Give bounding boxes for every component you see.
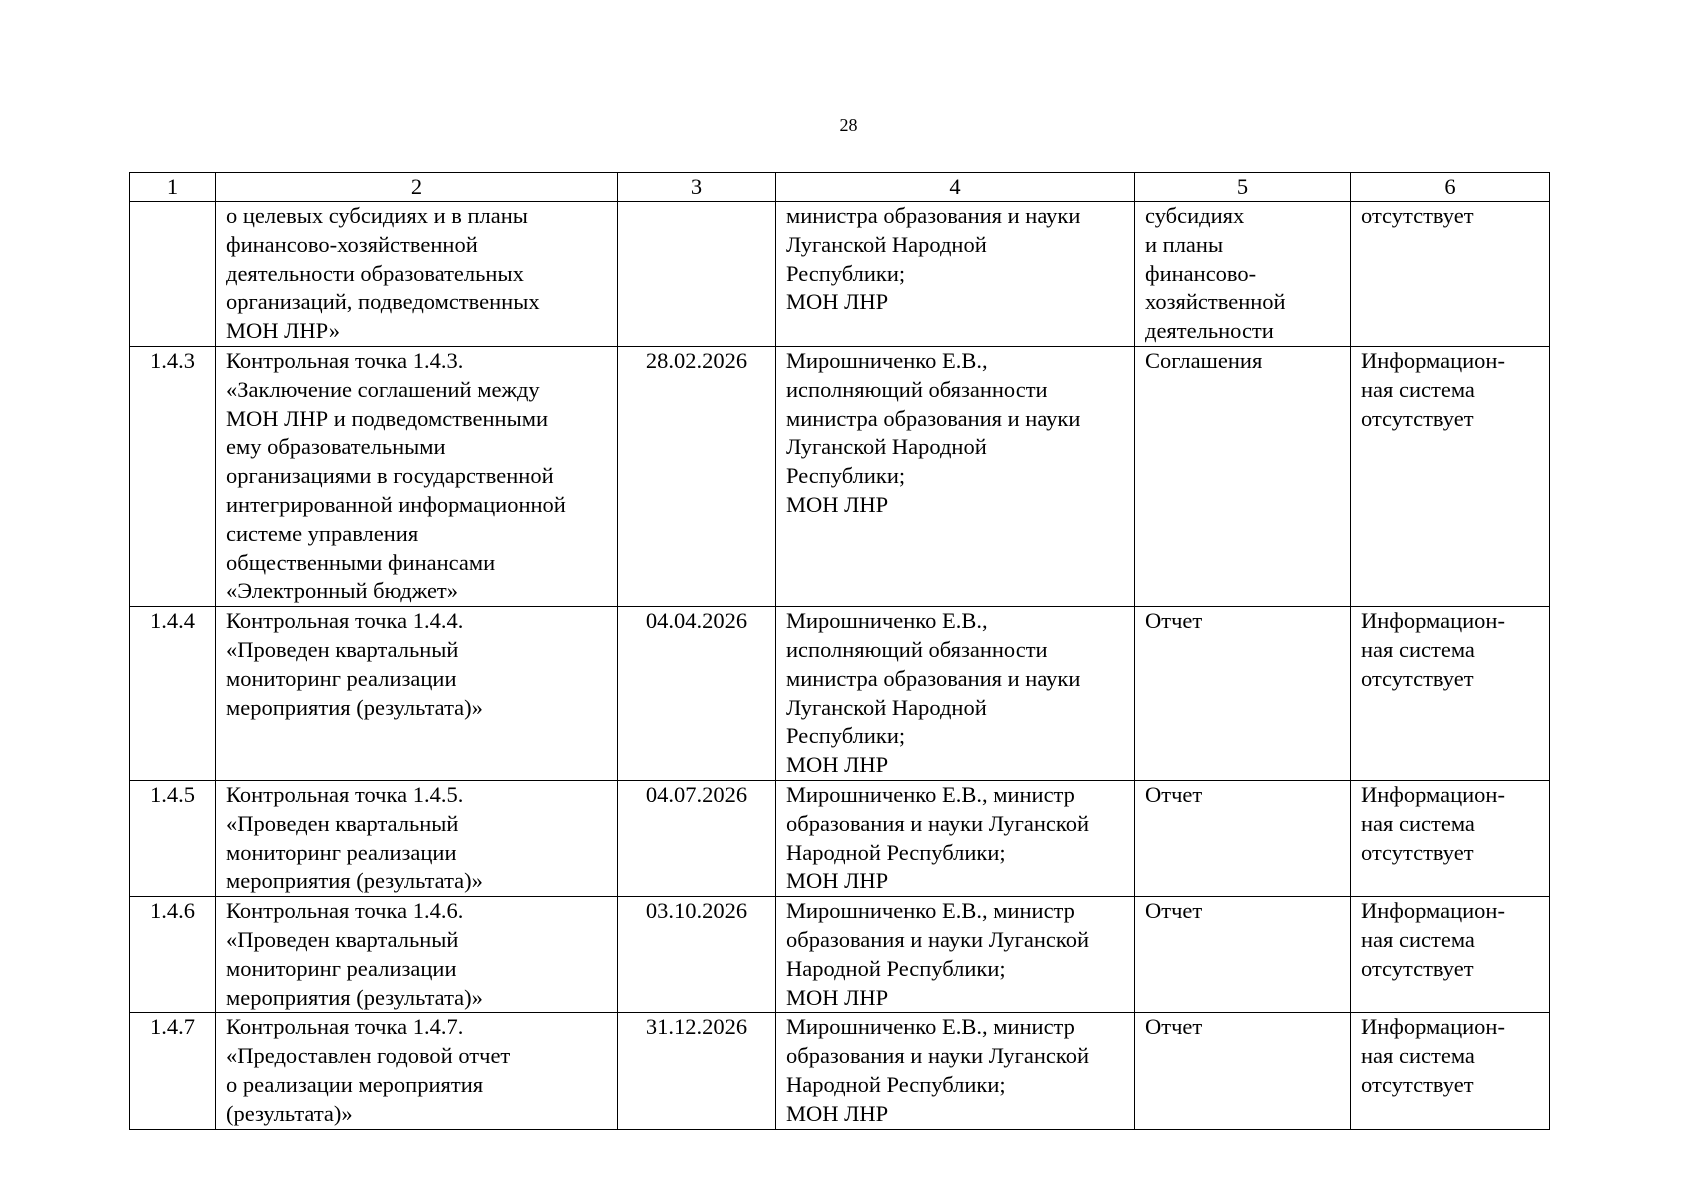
table-row [130,607,1550,781]
cell-document: Отчет [1135,897,1351,1013]
cell-system: Информацион- ная система отсутствует [1351,1013,1550,1129]
cell-responsible: Мирошниченко Е.В., министр образования и науки Луганской Народной Республики; МОН ЛНР [776,897,1135,1013]
column-header: 5 [1135,173,1351,202]
column-header: 2 [216,173,618,202]
page-number: 28 [839,115,858,135]
column-header: 1 [130,173,216,202]
cell-responsible: Мирошниченко Е.В., исполняющий обязанности министра образования и науки Луганской Народной Республики; МОН ЛНР [776,346,1135,606]
cell-name: о целевых субсидиях и в планы финансово-хозяйственной деятельности образовательных организаций, подведомственных МОН ЛНР» [216,202,618,347]
cell-responsible: Мирошниченко Е.В., министр образования и науки Луганской Народной Республики; МОН ЛНР [776,780,1135,896]
cell-number: 1.4.3 [130,346,216,606]
cell-system: отсутствует [1351,202,1550,347]
cell-number: 1.4.7 [130,1013,216,1129]
cell-name: Контрольная точка 1.4.5. «Проведен квартальный мониторинг реализации мероприятия (результата)» [216,780,618,896]
cell-document: Соглашения [1135,346,1351,606]
table-header-row [130,173,1550,202]
column-header: 4 [776,173,1135,202]
cell-number: 1.4.6 [130,897,216,1013]
cell-number: 1.4.5 [130,780,216,896]
cell-responsible: министра образования и науки Луганской Народной Республики; МОН ЛНР [776,202,1135,347]
cell-document: Отчет [1135,780,1351,896]
table-row [130,202,1550,347]
cell-date [618,202,776,347]
cell-name: Контрольная точка 1.4.6. «Проведен квартальный мониторинг реализации мероприятия (результата)» [216,897,618,1013]
cell-document: Отчет [1135,1013,1351,1129]
cell-responsible: Мирошниченко Е.В., исполняющий обязанности министра образования и науки Луганской Народной Республики; МОН ЛНР [776,607,1135,781]
column-header: 6 [1351,173,1550,202]
cell-system: Информацион- ная система отсутствует [1351,897,1550,1013]
column-header: 3 [618,173,776,202]
cell-responsible: Мирошниченко Е.В., министр образования и науки Луганской Народной Республики; МОН ЛНР [776,1013,1135,1129]
cell-system: Информацион- ная система отсутствует [1351,607,1550,781]
cell-document: Отчет [1135,607,1351,781]
cell-document: субсидиях и планы финансово- хозяйственной деятельности [1135,202,1351,347]
cell-date: 28.02.2026 [618,346,776,606]
table-row [130,897,1550,1013]
cell-number [130,202,216,347]
control-points-table [129,172,1550,1130]
cell-date: 04.07.2026 [618,780,776,896]
cell-system: Информацион- ная система отсутствует [1351,346,1550,606]
table-row [130,346,1550,606]
cell-date: 03.10.2026 [618,897,776,1013]
table-row [130,1013,1550,1129]
cell-number: 1.4.4 [130,607,216,781]
cell-name: Контрольная точка 1.4.3. «Заключение соглашений между МОН ЛНР и подведомственными ему образовательными организациями в государственной интегрированной информационной системе управления общественными финансами «Электронный бюджет» [216,346,618,606]
table-row [130,780,1550,896]
cell-name: Контрольная точка 1.4.4. «Проведен квартальный мониторинг реализации мероприятия (результата)» [216,607,618,781]
cell-date: 31.12.2026 [618,1013,776,1129]
cell-name: Контрольная точка 1.4.7. «Предоставлен годовой отчет о реализации мероприятия (результата)» [216,1013,618,1129]
cell-date: 04.04.2026 [618,607,776,781]
cell-system: Информацион- ная система отсутствует [1351,780,1550,896]
